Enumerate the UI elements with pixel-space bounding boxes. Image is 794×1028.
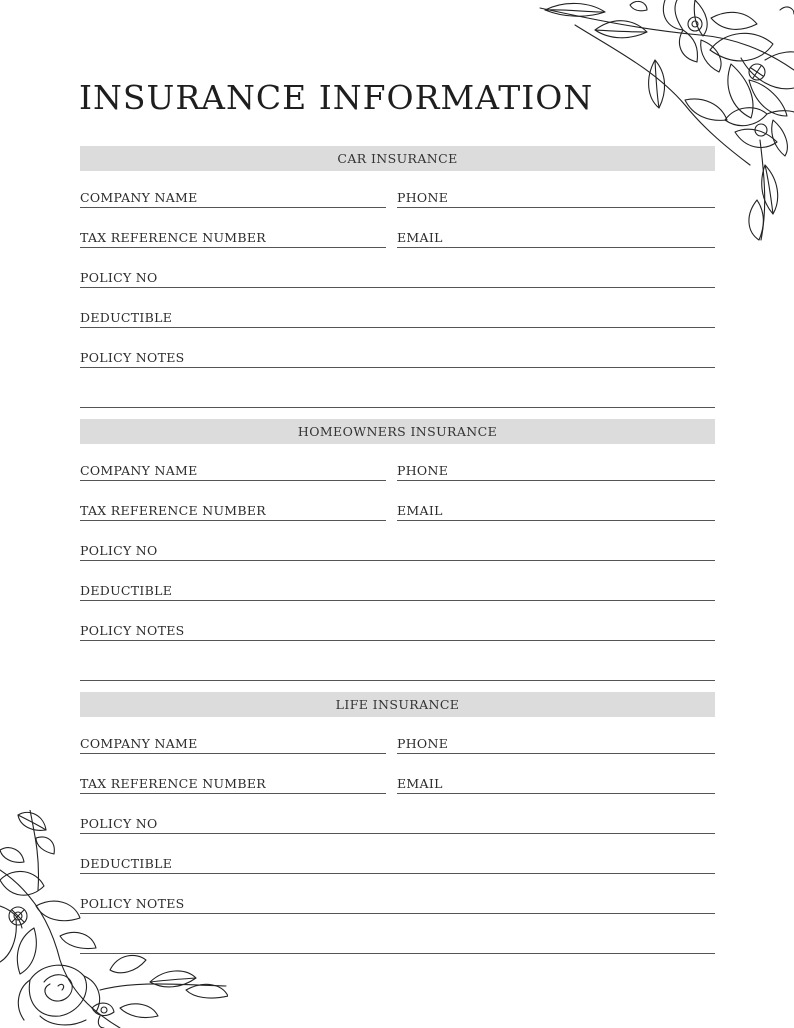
deductible-field[interactable]: DEDUCTIBLE xyxy=(80,311,715,328)
tax-reference-number-field[interactable]: TAX REFERENCE NUMBER xyxy=(80,777,386,794)
email-field[interactable]: EMAIL xyxy=(397,231,715,248)
deductible-field[interactable]: DEDUCTIBLE xyxy=(80,584,715,601)
policy-notes-extra-line[interactable] xyxy=(80,680,715,681)
policy-notes-field[interactable]: POLICY NOTES xyxy=(80,897,715,914)
homeowners-insurance-section xyxy=(80,419,715,681)
phone-field[interactable]: PHONE xyxy=(397,464,715,481)
tax-reference-number-field[interactable]: TAX REFERENCE NUMBER xyxy=(80,504,386,521)
car-insurance-section xyxy=(80,146,715,408)
section-heading: CAR INSURANCE xyxy=(80,146,715,171)
phone-field[interactable]: PHONE xyxy=(397,191,715,208)
policy-no-field[interactable]: POLICY NO xyxy=(80,544,715,561)
tax-reference-number-field[interactable]: TAX REFERENCE NUMBER xyxy=(80,231,386,248)
deductible-field[interactable]: DEDUCTIBLE xyxy=(80,857,715,874)
policy-no-field[interactable]: POLICY NO xyxy=(80,271,715,288)
section-heading: LIFE INSURANCE xyxy=(80,692,715,717)
phone-field[interactable]: PHONE xyxy=(397,737,715,754)
email-field[interactable]: EMAIL xyxy=(397,777,715,794)
page-title: INSURANCE INFORMATION xyxy=(79,78,594,117)
life-insurance-section xyxy=(80,692,715,954)
policy-notes-field[interactable]: POLICY NOTES xyxy=(80,351,715,368)
company-name-field[interactable]: COMPANY NAME xyxy=(80,191,386,208)
company-name-field[interactable]: COMPANY NAME xyxy=(80,737,386,754)
company-name-field[interactable]: COMPANY NAME xyxy=(80,464,386,481)
policy-notes-extra-line[interactable] xyxy=(80,953,715,954)
policy-notes-extra-line[interactable] xyxy=(80,407,715,408)
policy-notes-field[interactable]: POLICY NOTES xyxy=(80,624,715,641)
email-field[interactable]: EMAIL xyxy=(397,504,715,521)
policy-no-field[interactable]: POLICY NO xyxy=(80,817,715,834)
section-heading: HOMEOWNERS INSURANCE xyxy=(80,419,715,444)
